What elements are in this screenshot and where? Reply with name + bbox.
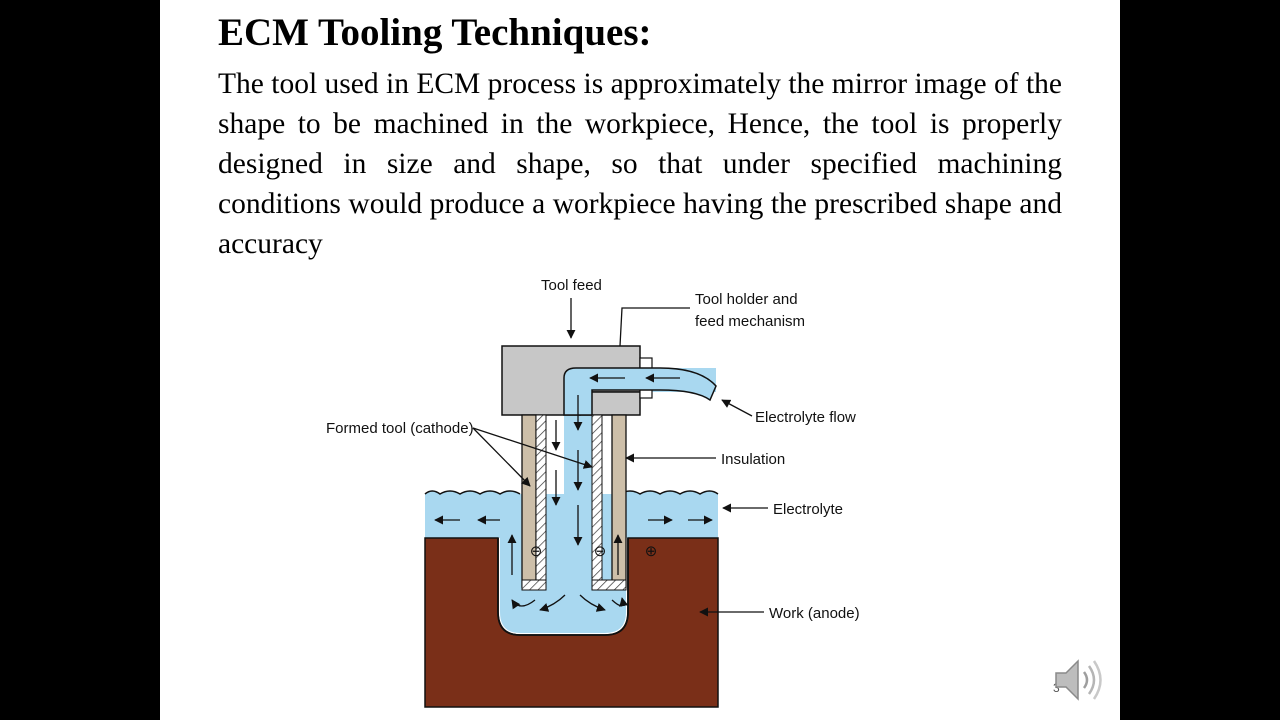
speaker-icon[interactable] [1050, 655, 1106, 705]
label-electrolyte-flow: Electrolyte flow [755, 409, 856, 426]
slide-title: ECM Tooling Techniques: [218, 11, 652, 54]
slide [160, 0, 1120, 720]
label-formed-tool: Formed tool (cathode) [326, 420, 474, 437]
cathode-symbol-left: ⊖ [529, 543, 543, 560]
label-work-anode: Work (anode) [769, 605, 860, 622]
page-number: 3 [1053, 681, 1060, 695]
formed-tool-right [612, 415, 626, 587]
cathode-symbol-right: ⊖ [593, 543, 607, 560]
label-tool-feed: Tool feed [541, 277, 602, 294]
label-electrolyte: Electrolyte [773, 501, 844, 518]
label-insulation: Insulation [721, 451, 786, 468]
ecm-diagram [160, 0, 1120, 720]
label-tool-holder-1: Tool holder and [695, 291, 798, 308]
formed-tool-left [522, 415, 536, 587]
label-tool-holder-2: feed mechanism [695, 313, 806, 330]
slide-body-text: The tool used in ECM process is approximately the mirror image of the shape to be machined in the workpiece, Hence, the tool is properly designed in size and shape, so that under specified machining conditions would produce a workpiece having the prescribed shape and accuracy [218, 68, 1062, 260]
anode-symbol: ⊕ [644, 543, 658, 560]
